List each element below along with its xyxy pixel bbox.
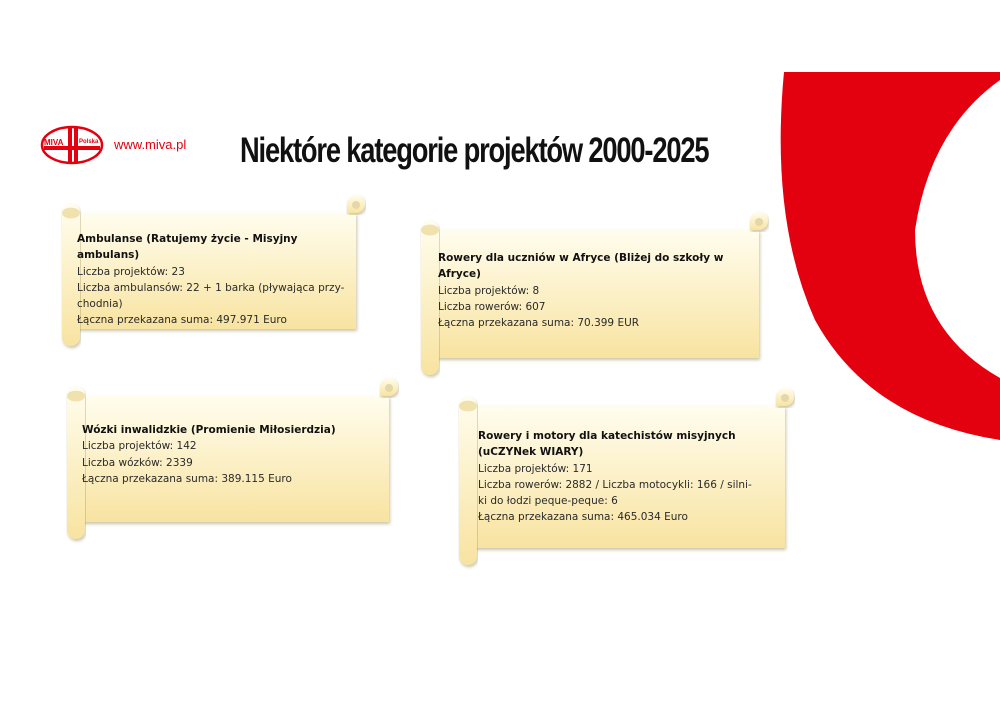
card-text [77, 231, 357, 329]
card-line: Liczba projektów: 142 [82, 440, 197, 453]
card-line: ki do łodzi peque-peque: 6 [478, 495, 618, 508]
card-wheelchairs [58, 378, 398, 548]
card-title: Ambulanse (Ratujemy życie - Misyjny [77, 233, 298, 245]
scroll-curl-inner [385, 384, 393, 392]
card-line: Łączna przekazana suma: 389.115 Euro [82, 472, 292, 485]
card-title: Rowery dla uczniów w Afryce (Bliżej do szkoły w [438, 252, 724, 264]
scroll-roll-top [62, 208, 80, 219]
card-bicycles-africa [412, 212, 768, 384]
card-line: Liczba projektów: 171 [478, 462, 593, 475]
scroll-roll-top [67, 391, 85, 402]
site-url[interactable]: www.miva.pl [114, 137, 187, 152]
card-line: Łączna przekazana suma: 70.399 EUR [438, 317, 640, 330]
card-line: Liczba rowerów: 2882 / Liczba motocykli: 166 / silni- [478, 478, 752, 491]
scroll-curl-inner [352, 201, 360, 209]
card-line: Liczba ambulansów: 22 + 1 barka (pływająca przy- [77, 281, 345, 294]
red-arc [781, 72, 1000, 440]
card-line: chodnia) [77, 298, 123, 311]
svg-text:MIVA: MIVA [44, 138, 64, 147]
card-line: Liczba projektów: 8 [438, 284, 540, 297]
card-title: Wózki inwalidzkie (Promienie Miłosierdzia) [82, 424, 336, 436]
card-ambulances [53, 195, 365, 355]
card-text [82, 422, 382, 487]
card-title: (uCZYNek WIARY) [478, 446, 584, 459]
card-title: Afryce) [438, 268, 481, 281]
scroll-curl-inner [755, 218, 763, 226]
scroll-roll-top [421, 225, 439, 236]
miva-logo [40, 125, 104, 165]
card-text [438, 250, 758, 331]
card-line: Liczba rowerów: 607 [438, 300, 546, 313]
scroll-curl-inner [781, 394, 789, 402]
scroll-roll-left [421, 221, 439, 375]
card-line: Łączna przekazana suma: 497.971 Euro [77, 314, 287, 327]
svg-text:Polska: Polska [79, 139, 99, 145]
card-line: Liczba projektów: 23 [77, 265, 185, 278]
card-text [478, 428, 784, 526]
scroll-roll-left [459, 397, 477, 565]
card-catechists [450, 388, 794, 574]
card-title: ambulans) [77, 249, 140, 262]
card-title: Rowery i motory dla katechistów misyjnych [478, 430, 736, 442]
scroll-roll-top [459, 401, 477, 412]
card-line: Łączna przekazana suma: 465.034 Euro [478, 511, 688, 524]
card-line: Liczba wózków: 2339 [82, 456, 193, 469]
page-title: Niektóre kategorie projektów 2000-2025 [240, 131, 709, 170]
